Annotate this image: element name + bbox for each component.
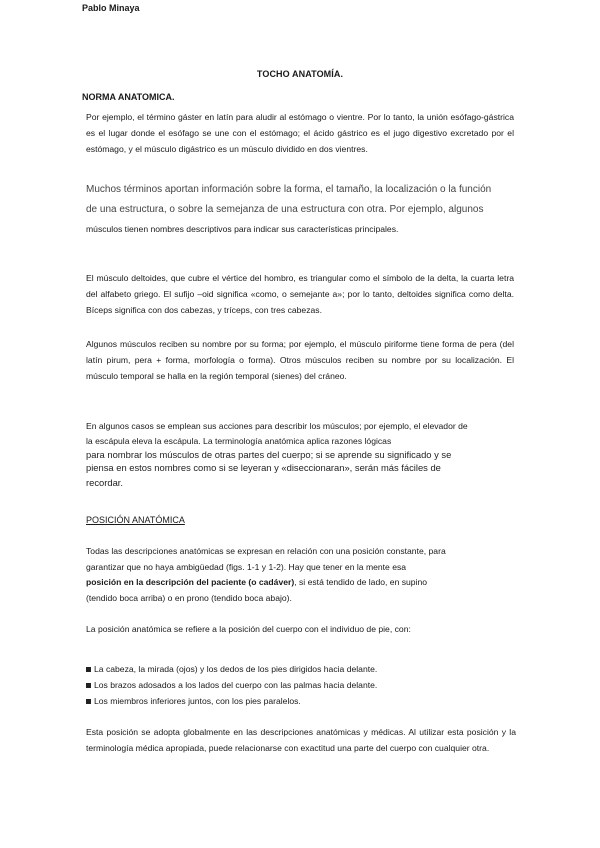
bullet-icon (86, 683, 91, 688)
section-title-posicion: POSICIÓN ANATÓMICA (86, 515, 185, 525)
paragraph-line: piensa en estos nombres como si se leyeran y «diseccionaran», serán más fáciles de (86, 462, 441, 473)
paragraph-line: garantizar que no haya ambigüedad (figs. 1-1 y 1-2). Hay que tener en la mente esa (86, 561, 407, 572)
list-item (86, 678, 516, 694)
paragraph-piriforme: Algunos músculos reciben su nombre por su forma; por ejemplo, el músculo piriforme tiene forma de pera (del latín pirum, pera + forma, morfología o forma). Otros músculos reciben su nombre por su localización. El músculo temporal se halla en la región temporal (sienes) del cráneo. (86, 339, 514, 381)
paragraph-text: , si está tendido de lado, en supino (294, 577, 428, 587)
paragraph-posicion: La posición anatómica se refiere a la posición del cuerpo con el individuo de pie, con: (86, 624, 411, 634)
paragraph-line: músculos tienen nombres descriptivos para indicar sus características principales. (86, 224, 399, 234)
paragraph-gaster: Por ejemplo, el término gáster en latín para aludir al estómago o vientre. Por lo tanto, la unión esófago-gástrica es el lugar donde el esófago se une con el estómago; el ácido gástrico es el jugo digestivo excretado por el estómago, y el músculo digástrico es un músculo dividido en dos vientres. (86, 112, 514, 154)
author-name: Pablo Minaya (82, 3, 140, 13)
document-title: TOCHO ANATOMÍA. (256, 69, 344, 79)
bullet-list (86, 662, 516, 709)
list-item (86, 662, 516, 678)
paragraph-deltoides: El músculo deltoides, que cubre el vértice del hombro, es triangular como el símbolo de la delta, la cuarta letra del alfabeto griego. El sufijo –oid significa «como, o semejante a»; por lo tanto, deltoides significa como delta. Bíceps significa con dos cabezas, y tríceps, con tres cabezas. (86, 273, 514, 315)
list-item-text: Los miembros inferiores juntos, con los pies paralelos. (94, 695, 301, 706)
bold-phrase: posición en la descripción del paciente (o cadáver) (86, 577, 295, 587)
paragraph-line: recordar. (86, 477, 123, 488)
bullet-icon (86, 667, 91, 672)
paragraph-acciones (86, 418, 528, 491)
paragraph-line: (tendido boca arriba) o en prono (tendido boca abajo). (86, 592, 292, 603)
paragraph-line (86, 575, 516, 591)
list-item (86, 694, 516, 710)
paragraph-line: para nombrar los músculos de otras partes del cuerpo; si se aprende su significado y se (86, 449, 452, 460)
list-item-text: Los brazos adosados a los lados del cuerpo con las palmas hacia delante. (94, 679, 378, 690)
paragraph-descripciones (86, 544, 516, 606)
bullet-icon (86, 699, 91, 704)
paragraph-line: Todas las descripciones anatómicas se expresan en relación con una posición constante, para (86, 546, 446, 556)
paragraph-line: Muchos términos aportan información sobre la forma, el tamaño, la localización o la función (86, 184, 492, 195)
paragraph-terminos (86, 184, 526, 234)
paragraph-line: de una estructura, o sobre la semejanza de una estructura con otra. Por ejemplo, algunos (86, 204, 484, 215)
paragraph-line: la escápula eleva la escápula. La terminología anatómica aplica razones lógicas (86, 436, 392, 446)
paragraph-esta-posicion: Esta posición se adopta globalmente en las descripciones anatómicas y médicas. Al utilizar esta posición y la terminología médica apropiada, puede relacionarse con exactitud una parte del cuerpo con cualquier otra. (86, 727, 516, 753)
section-heading: NORMA ANATOMICA. (82, 92, 175, 102)
list-item-text: La cabeza, la mirada (ojos) y los dedos de los pies dirigidos hacia delante. (94, 664, 378, 674)
paragraph-line: En algunos casos se emplean sus acciones para describir los músculos; por ejemplo, el elevador de (86, 421, 468, 431)
